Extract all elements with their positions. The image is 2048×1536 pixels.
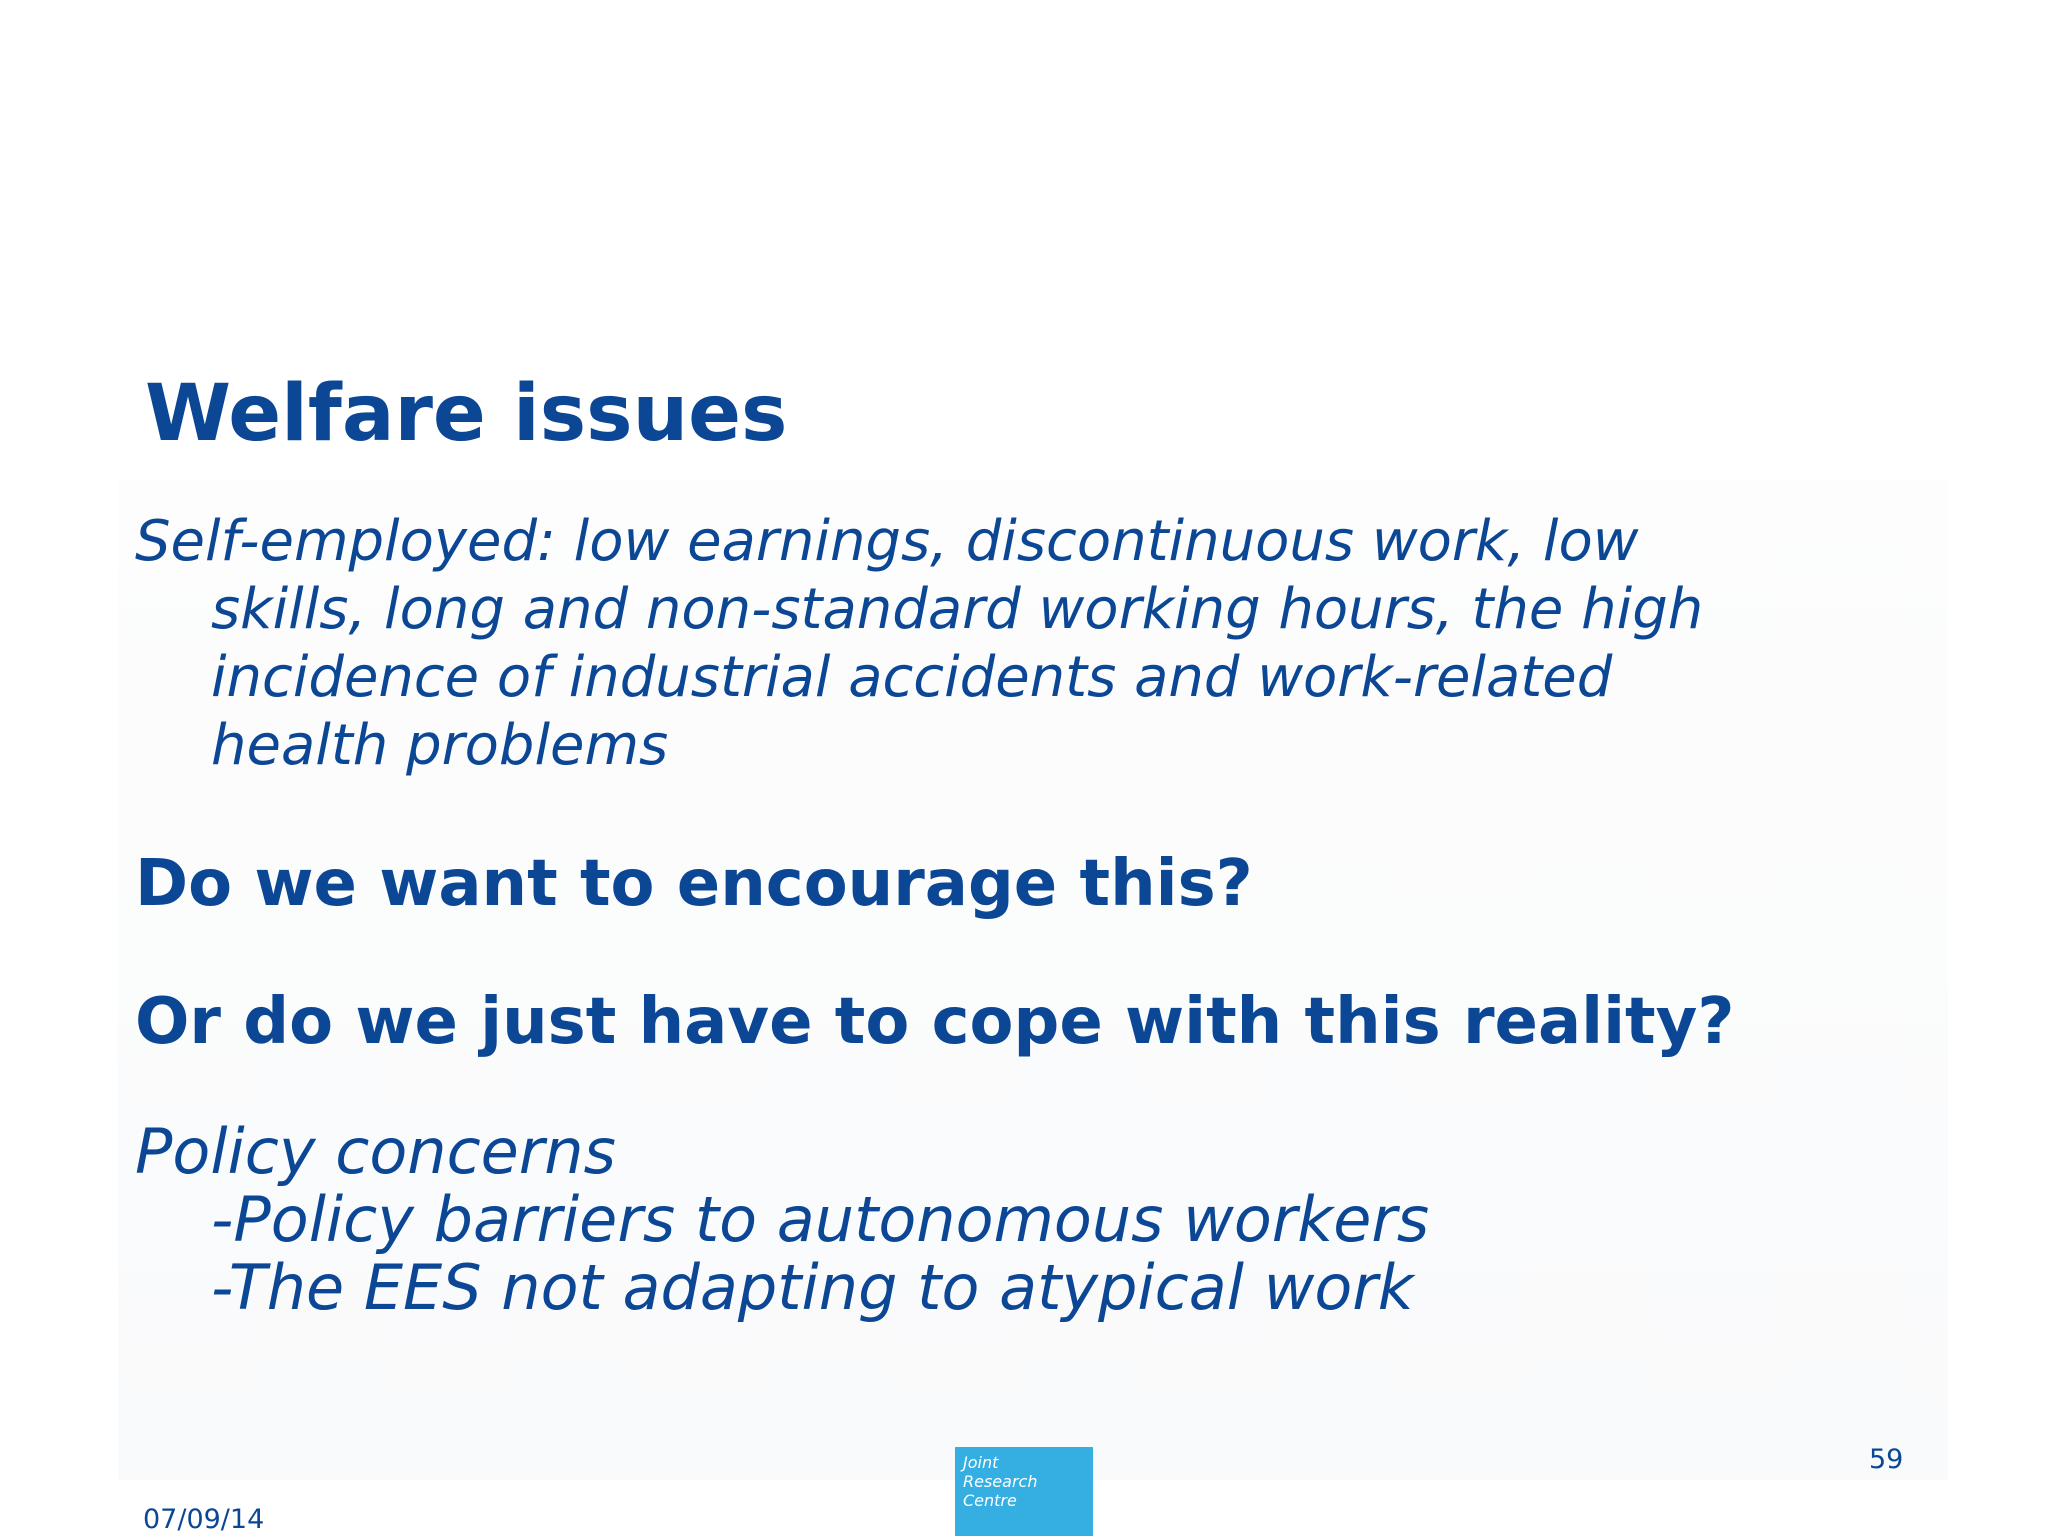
question-cope: Or do we just have to cope with this reality? xyxy=(135,985,1735,1059)
question-encourage: Do we want to encourage this? xyxy=(135,847,1253,921)
policy-heading: Policy concerns xyxy=(135,1115,616,1188)
logo-line-2: Research xyxy=(963,1472,1038,1491)
slide-date: 07/09/14 xyxy=(143,1504,265,1535)
logo-line-1: Joint xyxy=(963,1453,999,1472)
self-employed-line-3: incidence of industrial accidents and work-related xyxy=(211,645,1613,710)
slide-title: Welfare issues xyxy=(145,369,788,459)
jrc-logo xyxy=(955,1447,1093,1536)
self-employed-line-1: Self-employed: low earnings, discontinuous work, low xyxy=(135,509,1639,574)
self-employed-line-4: health problems xyxy=(211,713,669,778)
logo-line-3: Centre xyxy=(963,1491,1017,1510)
policy-item-ees: -The EES not adapting to atypical work xyxy=(211,1251,1414,1324)
self-employed-paragraph xyxy=(135,508,1915,780)
page-number: 59 xyxy=(1869,1444,1904,1475)
self-employed-line-2: skills, long and non-standard working hours, the high xyxy=(211,577,1704,642)
policy-concerns xyxy=(135,1115,1915,1324)
slide-body xyxy=(135,508,1915,1322)
policy-item-barriers: -Policy barriers to autonomous workers xyxy=(211,1183,1430,1256)
